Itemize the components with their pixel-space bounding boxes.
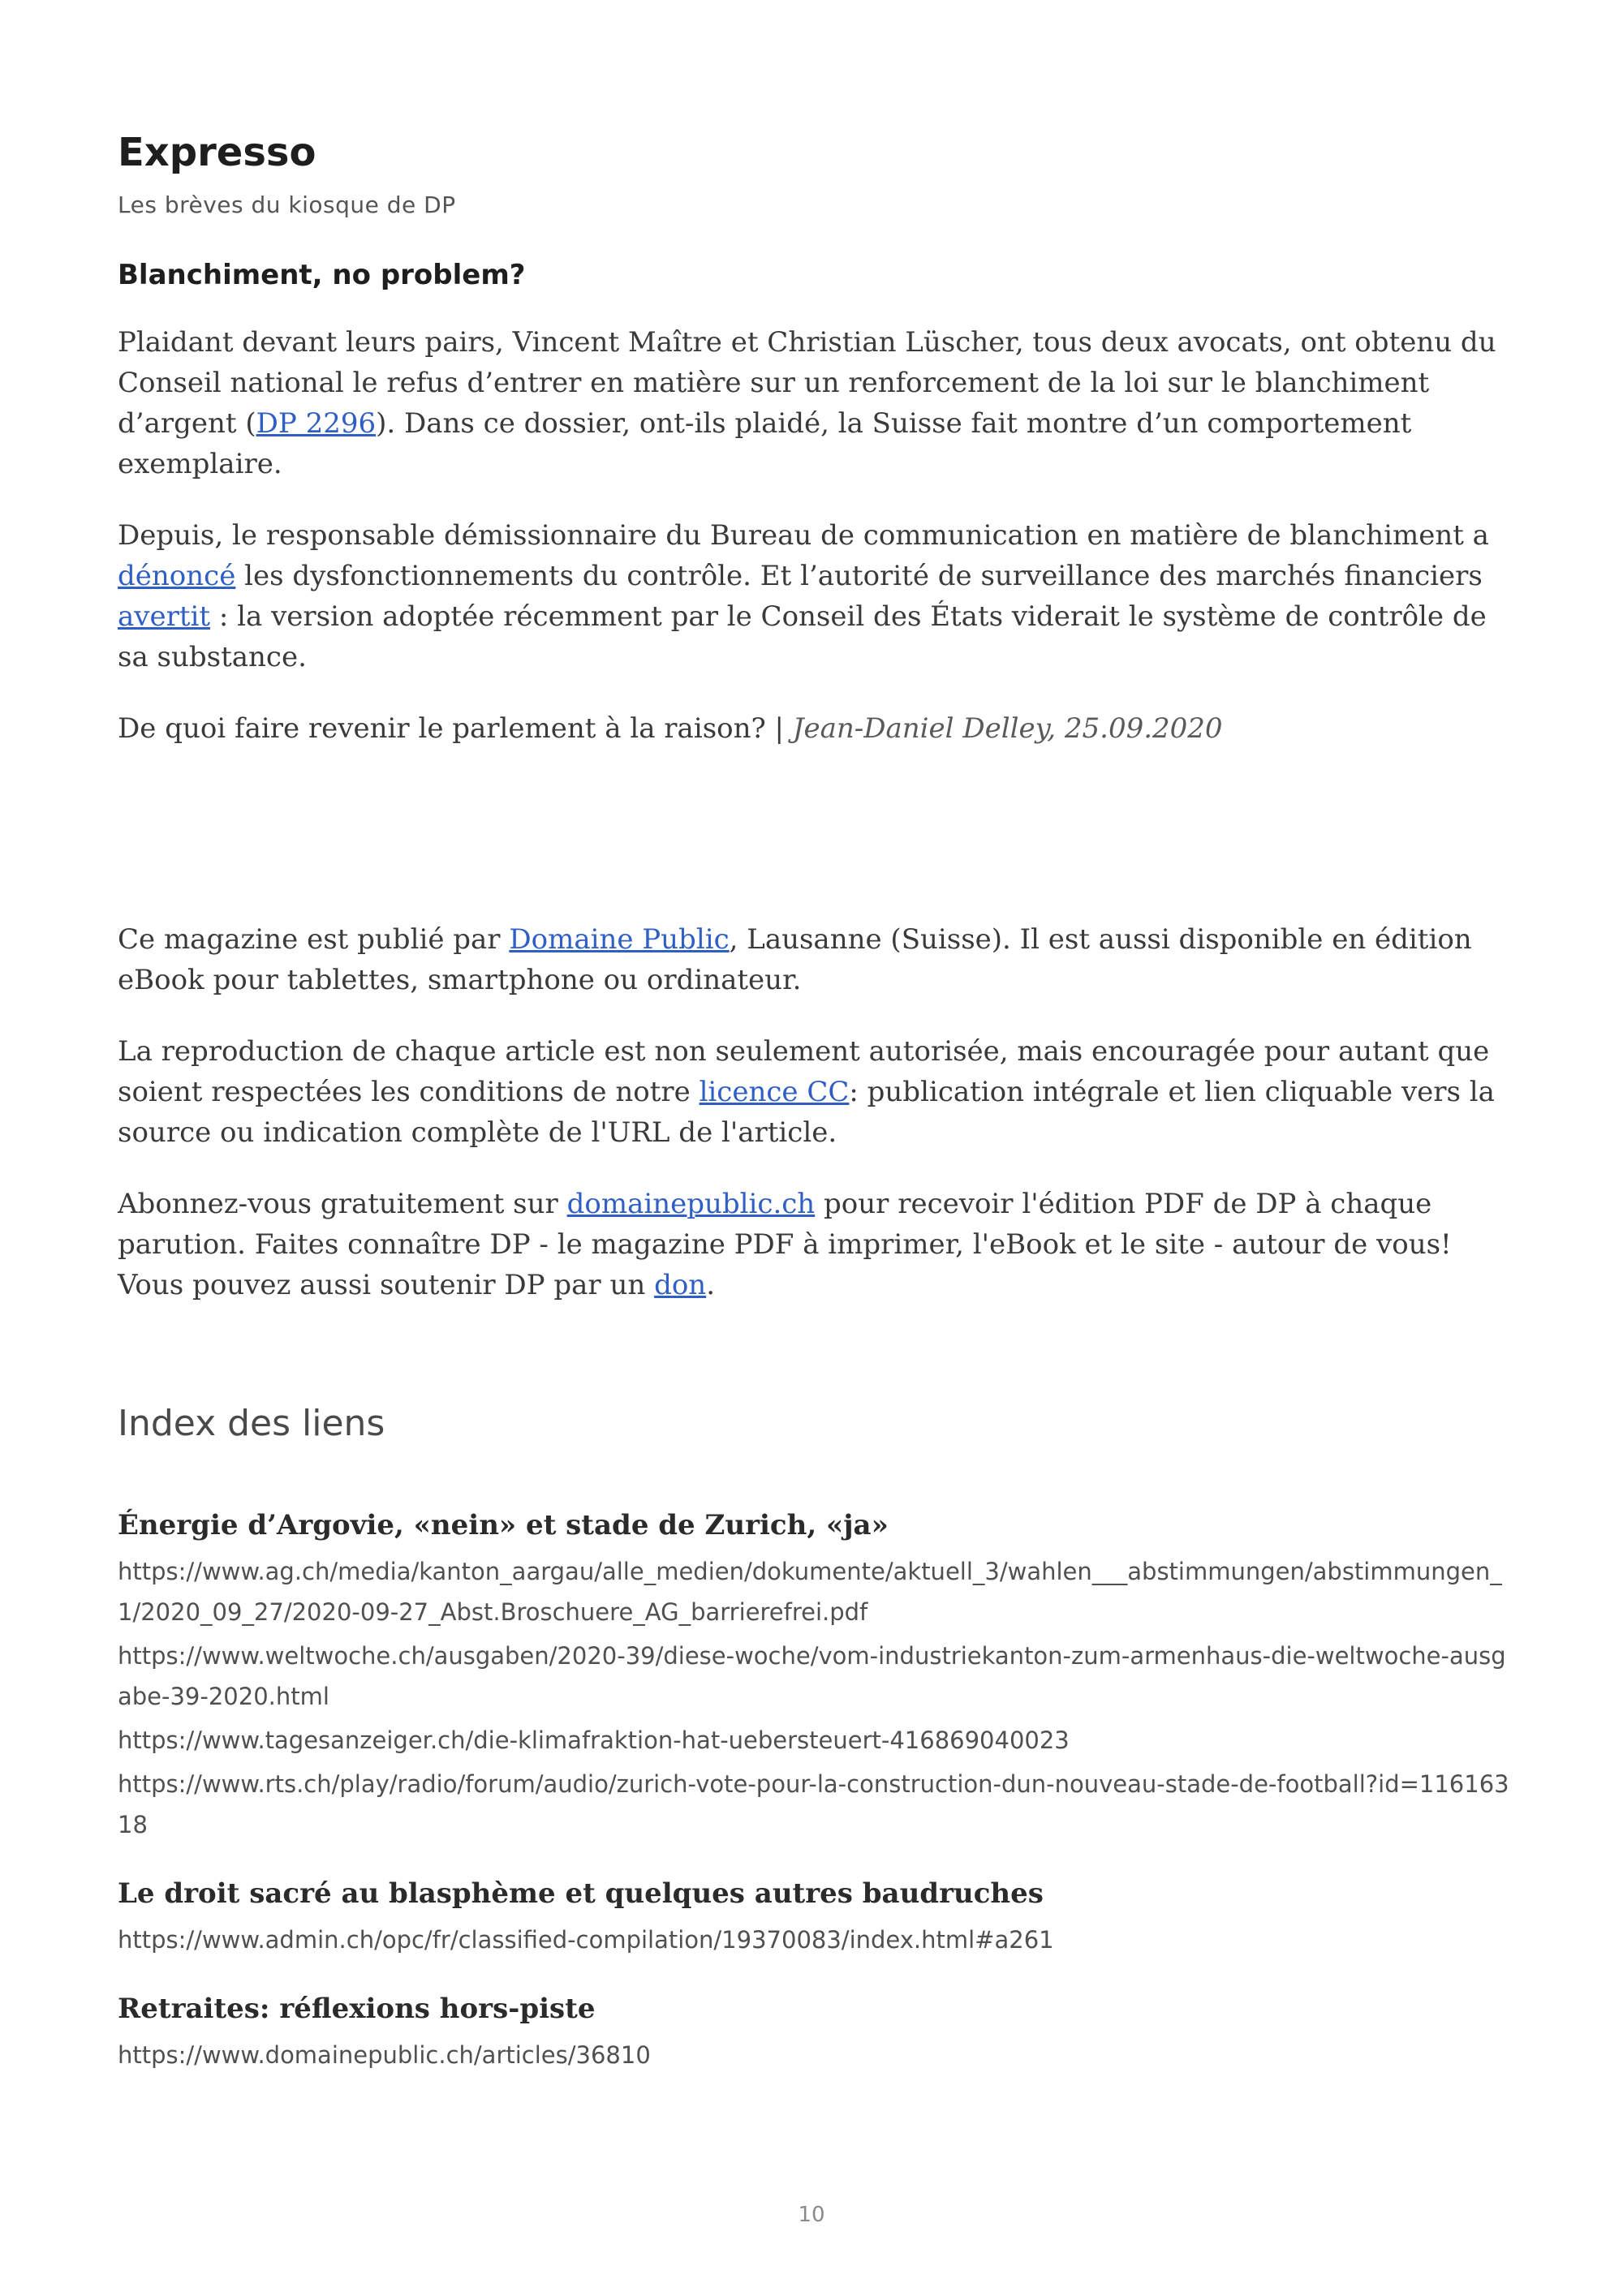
section-subtitle: Les brèves du kiosque de DP	[118, 191, 456, 218]
article-paragraph	[118, 708, 1513, 749]
author-byline: Jean-Daniel Delley, 25.09.2020	[792, 712, 1223, 745]
footer-paragraph	[118, 1031, 1513, 1153]
page-content	[118, 130, 1513, 2075]
index-url[interactable]: https://www.rts.ch/play/radio/forum/audio/zurich-vote-pour-la-construction-dun-nouveau-stade-de-football?id=11616318	[118, 1769, 1509, 1838]
index-article-title: Le droit sacré au blasphème et quelques autres baudruches	[118, 1877, 1044, 1910]
index-article-title: Retraites: réflexions hors-piste	[118, 1992, 596, 2025]
footer-paragraph	[118, 919, 1513, 1000]
paragraph-text: De quoi faire revenir le parlement à la raison? |	[118, 712, 793, 745]
article-paragraph	[118, 515, 1513, 677]
index-title: Index des liens	[118, 1402, 385, 1444]
publisher-footer	[118, 919, 1513, 1305]
footer-paragraph	[118, 1184, 1513, 1305]
page-number: 10	[798, 2203, 825, 2227]
paragraph-text: ). Dans ce dossier, ont-ils plaidé, la Suisse fait montre d’un comportement exemplaire.	[118, 406, 1412, 480]
paragraph-text: .	[706, 1268, 716, 1301]
link-denonce[interactable]: dénoncé	[118, 559, 236, 592]
paragraph-text: les dysfonctionnements du contrôle. Et l’autorité de surveillance des marchés financiers	[235, 559, 1483, 592]
index-url[interactable]: https://www.domainepublic.ch/articles/36810	[118, 2040, 651, 2069]
link-dp-2296[interactable]: DP 2296	[256, 406, 377, 440]
link-licence-cc[interactable]: licence CC	[699, 1075, 850, 1108]
paragraph-text: Plaidant devant leurs pairs, Vincent Maître et Christian Lüscher, tous deux avocats, ont obtenu du Conseil national le refus d’entrer en matière sur un renforcement de la loi sur le blanchiment d’argent (	[118, 325, 1496, 440]
link-domaine-public[interactable]: Domaine Public	[509, 922, 730, 956]
index-article-title: Énergie d’Argovie, «nein» et stade de Zurich, «ja»	[118, 1508, 889, 1541]
paragraph-text: : la version adoptée récemment par le Conseil des États viderait le système de contrôle de sa substance.	[118, 600, 1487, 673]
link-don[interactable]: don	[654, 1268, 707, 1301]
index-url[interactable]: https://www.ag.ch/media/kanton_aargau/alle_medien/dokumente/aktuell_3/wahlen___abstimmungen/abstimmungen_1/2020_09_27/2020-09-27_Abst.Broschuere_AG_barrierefrei.pdf	[118, 1557, 1502, 1626]
paragraph-text: Abonnez-vous gratuitement sur	[118, 1187, 567, 1220]
paragraph-text: La reproduction de chaque article est non seulement autorisée, mais encouragée pour autant que soient respectées les conditions de notre	[118, 1034, 1490, 1108]
index-url[interactable]: https://www.admin.ch/opc/fr/classified-compilation/19370083/index.html#a261	[118, 1925, 1054, 1954]
index-url[interactable]: https://www.tagesanzeiger.ch/die-klimafraktion-hat-uebersteuert-416869040023	[118, 1726, 1070, 1754]
section-title: Expresso	[118, 130, 316, 175]
article-title: Blanchiment, no problem?	[118, 258, 526, 291]
link-index-list	[118, 1509, 1513, 2075]
paragraph-text: Ce magazine est publié par	[118, 922, 510, 956]
paragraph-text: pour recevoir l'édition PDF de DP à chaque parution. Faites connaître DP - le magazine PDF à imprimer, l'eBook et le site - autour de vous! Vous pouvez aussi soutenir DP par un	[118, 1187, 1452, 1301]
paragraph-text: Depuis, le responsable démissionnaire du Bureau de communication en matière de blanchiment a	[118, 518, 1489, 552]
link-domainepublic-ch[interactable]: domainepublic.ch	[566, 1187, 816, 1220]
paragraph-text: , Lausanne (Suisse). Il est aussi disponible en édition eBook pour tablettes, smartphone ou ordinateur.	[118, 922, 1472, 996]
index-url[interactable]: https://www.weltwoche.ch/ausgaben/2020-39/diese-woche/vom-industriekanton-zum-armenhaus-die-weltwoche-ausgabe-39-2020.html	[118, 1641, 1506, 1710]
link-avertit[interactable]: avertit	[118, 600, 211, 633]
paragraph-text: : publication intégrale et lien cliquable vers la source ou indication complète de l'URL de l'article.	[118, 1075, 1495, 1149]
article-paragraph	[118, 322, 1513, 484]
